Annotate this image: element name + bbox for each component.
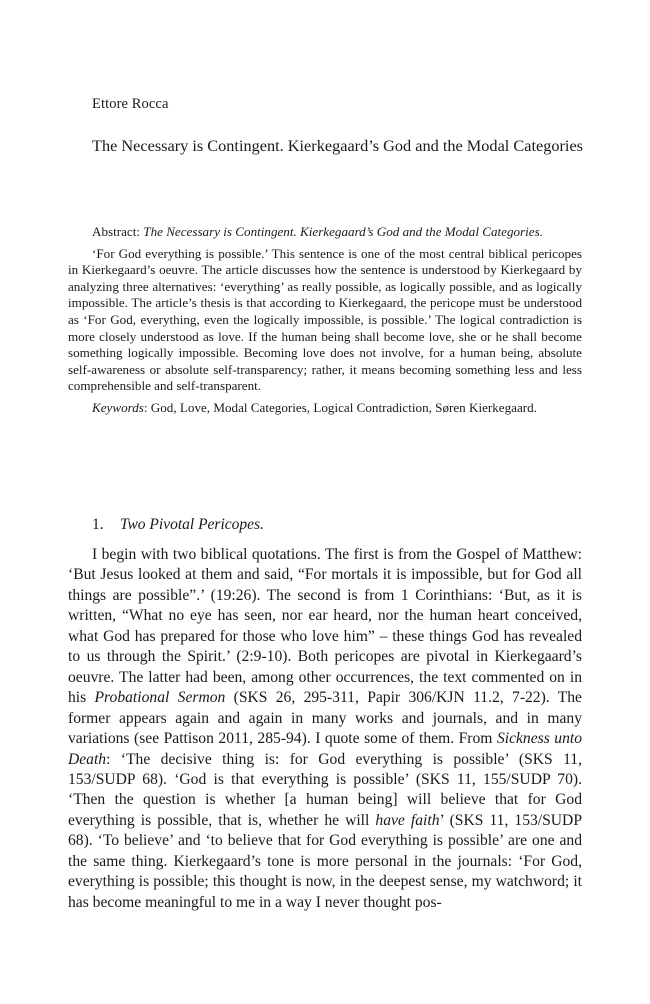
author-name: Ettore Rocca	[92, 96, 169, 112]
section-heading	[92, 516, 264, 534]
section-title: Two Pivotal Pericopes.	[120, 516, 264, 533]
abstract-text: ‘For God everything is possible.’ This sentence is one of the most central biblical pericopes in Kierkegaard’s oeuvre. The article discusses how the sentence is understood by Kierkegaard by analyzing three alternatives: ‘everything’ as really possible, as logically possible, and as logically impossible. The article’s thesis is that according to Kierkegaard, the pericope must be understood as ‘For God, everything, even the logically impossible, is possible.’ The logical contradiction is more closely understood as love. If the human being shall become love, she or he shall become something logically impossible. Becoming love does not involve, for a human being, absolute self-awareness or absolute self-transparency; rather, it means becoming something less and less comprehensible and self-transparent.	[68, 245, 582, 394]
article-title: The Necessary is Contingent. Kierkegaard’s God and the Modal Categories	[92, 136, 584, 155]
work-title-sickness-unto-death: Sickness unto Death	[68, 730, 583, 768]
emphasis-have-faith: have faith	[375, 811, 440, 829]
keywords-line	[68, 400, 582, 417]
body-segment-4: ’ (SKS 11, 153/SUDP 68). ‘To believe’ and ‘to believe that for God everything is possible’ are one and the same thing. Kierkegaard’s tone is more personal in the journals: ‘For God, everything is possible; this thought is now, in the deepest sense, my watchword; it has become meaningful to me in a way I never thought pos-	[68, 811, 582, 911]
work-title-probational-sermon: Probational Sermon	[94, 689, 226, 707]
section-number: 1.	[92, 516, 104, 533]
keywords-label: Keywords	[92, 399, 144, 415]
abstract-heading	[68, 224, 582, 241]
abstract-title: The Necessary is Contingent. Kierkegaard’s God and the Modal Categories.	[143, 224, 543, 239]
abstract-label: Abstract:	[92, 224, 144, 239]
abstract-block	[68, 224, 582, 417]
keywords-list: : God, Love, Modal Categories, Logical Contradiction, Søren Kierkegaard.	[143, 399, 537, 415]
body-paragraph	[68, 545, 582, 913]
body-text	[68, 545, 582, 913]
body-segment-2: (SKS 26, 295-311, Papir 306/KJN 11.2, 7-22). The former appears again and again in many works and journals, and in many variations (see Pattison 2011, 285-94). I quote some of them. From	[68, 689, 582, 748]
body-segment-1: I begin with two biblical quotations. The first is from the Gospel of Matthew: ‘But Jesus looked at them and said, “For mortals it is impossible, but for God all things are possible”.’ (19:26). The second is from 1 Corinthians: ‘But, as it is written, “What no eye has seen, nor ear heard, nor the human heart conceived, what God has prepared for those who love him” – these things God has revealed to us through the Spirit.’ (2:9-10). Both pericopes are pivotal in Kierkegaard’s oeuvre. The latter had been, among other occurrences, the text commented on in his	[68, 546, 582, 707]
body-segment-3: : ‘The decisive thing is: for God everything is possible’ (SKS 11, 153/SUDP 68). ‘God is that everything is possible’ (SKS 11, 155/SUDP 70). ‘Then the question is whether [a human being] will believe that for God everything is possible, that is, whether he will	[68, 750, 582, 829]
